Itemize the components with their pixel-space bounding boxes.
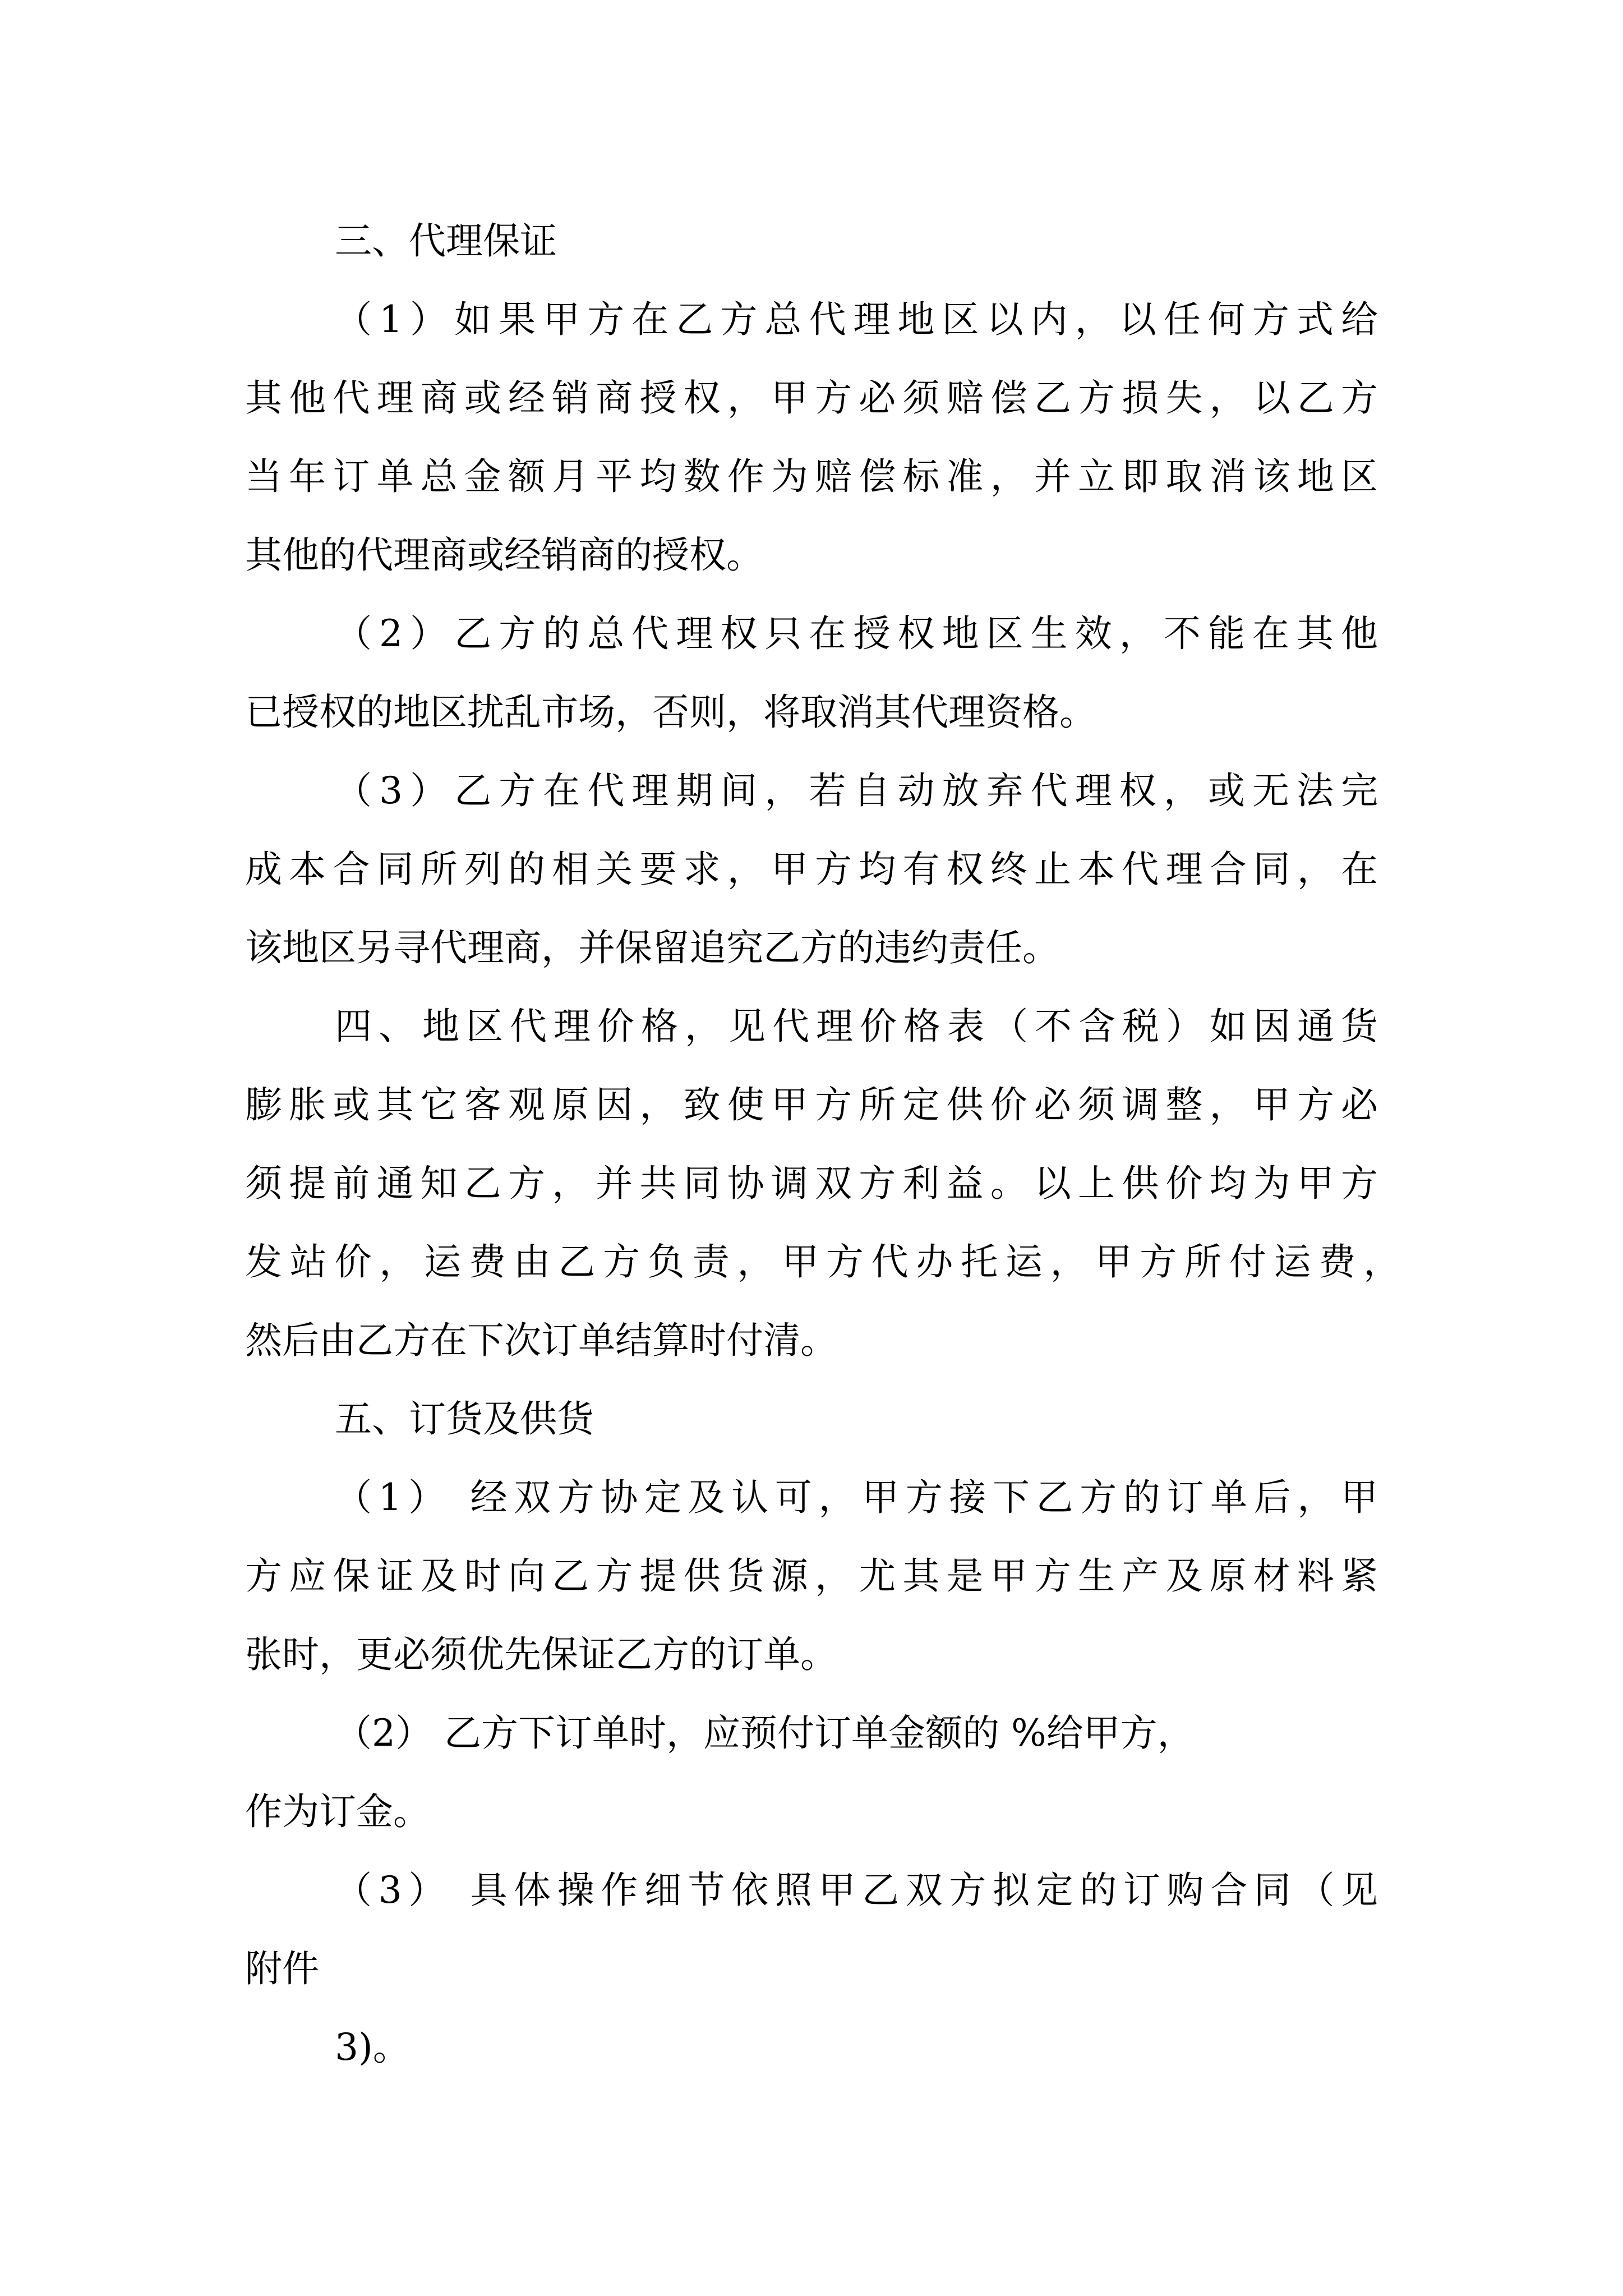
paragraph-line: 方应保证及时向乙方提供货源，尤其是甲方生产及原材料紧: [245, 1554, 1378, 1598]
section-heading-4: 四、地区代理价格，见代理价格表（不含税）如因通货: [335, 1005, 1378, 1048]
paragraph-line: 该地区另寻代理商，并保留追究乙方的违约责任。: [245, 926, 1059, 969]
paragraph-line: （1）如果甲方在乙方总代理地区以内，以任何方式给: [335, 298, 1378, 341]
paragraph-line: 发站价，运费由乙方负责，甲方代办托运，甲方所付运费，: [245, 1240, 1400, 1283]
paragraph-line: 须提前通知乙方，并共同协调双方利益。以上供价均为甲方: [245, 1162, 1378, 1205]
paragraph-line: 其他的代理商或经销商的授权。: [245, 533, 763, 577]
paragraph-line: 作为订金。: [245, 1790, 430, 1833]
paragraph-line: 其他代理商或经销商授权，甲方必须赔偿乙方损失，以乙方: [245, 376, 1378, 420]
paragraph-line: 膨胀或其它客观原因，致使甲方所定供价必须调整，甲方必: [245, 1083, 1378, 1126]
section-heading-5: 五、订货及供货: [335, 1397, 594, 1441]
paragraph-line: 然后由乙方在下次订单结算时付清。: [245, 1319, 837, 1362]
paragraph-line: （1） 经双方协定及认可，甲方接下乙方的订单后，甲: [335, 1476, 1378, 1519]
section-heading-3: 三、代理保证: [335, 219, 557, 263]
paragraph-line: 附件: [245, 1947, 319, 1990]
paragraph-line: （2） 乙方下订单时，应预付订单金额的 %给甲方，: [335, 1711, 1195, 1755]
paragraph-line: （2）乙方的总代理权只在授权地区生效，不能在其他: [335, 612, 1378, 655]
paragraph-line: 3)。: [335, 2026, 410, 2069]
paragraph-line: 成本合同所列的相关要求，甲方均有权终止本代理合同，在: [245, 848, 1378, 891]
paragraph-line: （3） 具体操作细节依照甲乙双方拟定的订购合同（见: [335, 1869, 1378, 1912]
paragraph-line: 张时，更必须优先保证乙方的订单。: [245, 1633, 837, 1676]
paragraph-line: （3）乙方在代理期间，若自动放弃代理权，或无法完: [335, 769, 1378, 812]
paragraph-line: 已授权的地区扰乱市场，否则，将取消其代理资格。: [245, 691, 1096, 734]
paragraph-line: 当年订单总金额月平均数作为赔偿标准，并立即取消该地区: [245, 455, 1378, 498]
